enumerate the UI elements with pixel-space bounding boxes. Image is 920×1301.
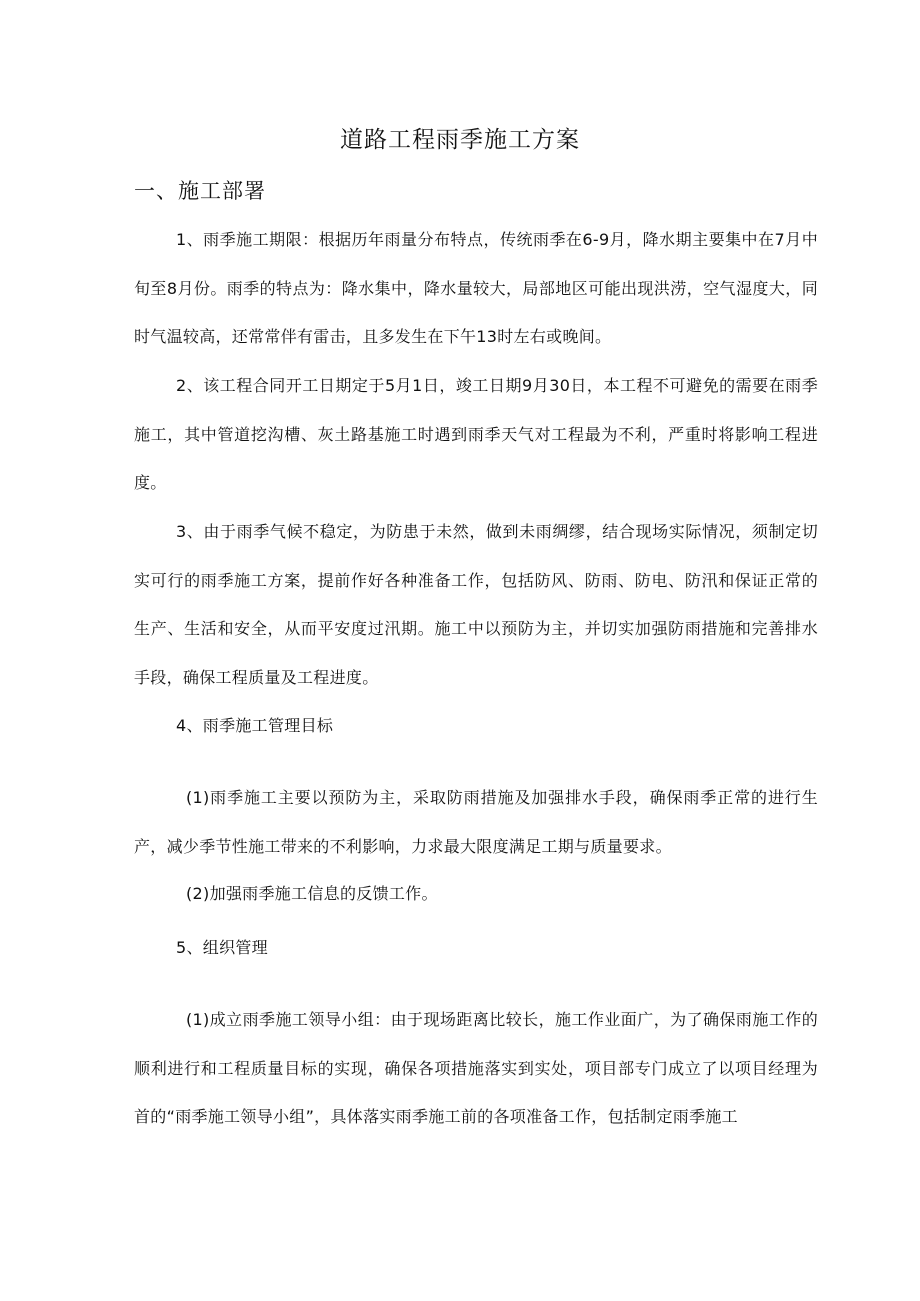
paragraph-organization-item-1: (1)成立雨季施工领导小组：由于现场距离比较长，施工作业面广，为了确保雨施工作的顺利进行和工程质量目标的实现，确保各项措施落实到实处，项目部专门成立了以项目经理为首的“雨季施工领导小组”，具体落实雨季施工前的各项准备工作，包括制定雨季施工 (134, 1010, 818, 1126)
section-heading: 一、施工部署 (134, 179, 266, 203)
paragraph-organization-heading: 5、组织管理 (176, 938, 268, 957)
paragraph-rainy-season-period: 1、雨季施工期限：根据历年雨量分布特点，传统雨季在6-9月，降水期主要集中在7月中旬至8月份。雨季的特点为：降水集中，降水量较大，局部地区可能出现洪涝，空气湿度大，同时气温较高，还常常伴有雷击，且多发生在下午13时左右或晚间。 (134, 230, 818, 346)
document-title: 道路工程雨季施工方案 (340, 127, 580, 153)
paragraph-climate-plan: 3、由于雨季气候不稳定，为防患于未然，做到未雨绸缪，结合现场实际情况，须制定切实可行的雨季施工方案，提前作好各种准备工作，包括防风、防雨、防电、防汛和保证正常的生产、生活和安全，从而平安度过汛期。施工中以预防为主，并切实加强防雨措施和完善排水手段，确保工程质量及工程进度。 (134, 522, 818, 687)
paragraph-contract-schedule: 2、该工程合同开工日期定于5月1日，竣工日期9月30日，本工程不可避免的需要在雨季施工，其中管道挖沟槽、灰土路基施工时遇到雨季天气对工程最为不利，严重时将影响工程进度。 (134, 376, 818, 492)
paragraph-management-goal-heading: 4、雨季施工管理目标 (176, 716, 334, 735)
paragraph-goal-item-2: (2)加强雨季施工信息的反馈工作。 (186, 884, 438, 903)
paragraph-goal-item-1: (1)雨季施工主要以预防为主，采取防雨措施及加强排水手段，确保雨季正常的进行生产，减少季节性施工带来的不利影响，力求最大限度满足工期与质量要求。 (134, 788, 818, 856)
